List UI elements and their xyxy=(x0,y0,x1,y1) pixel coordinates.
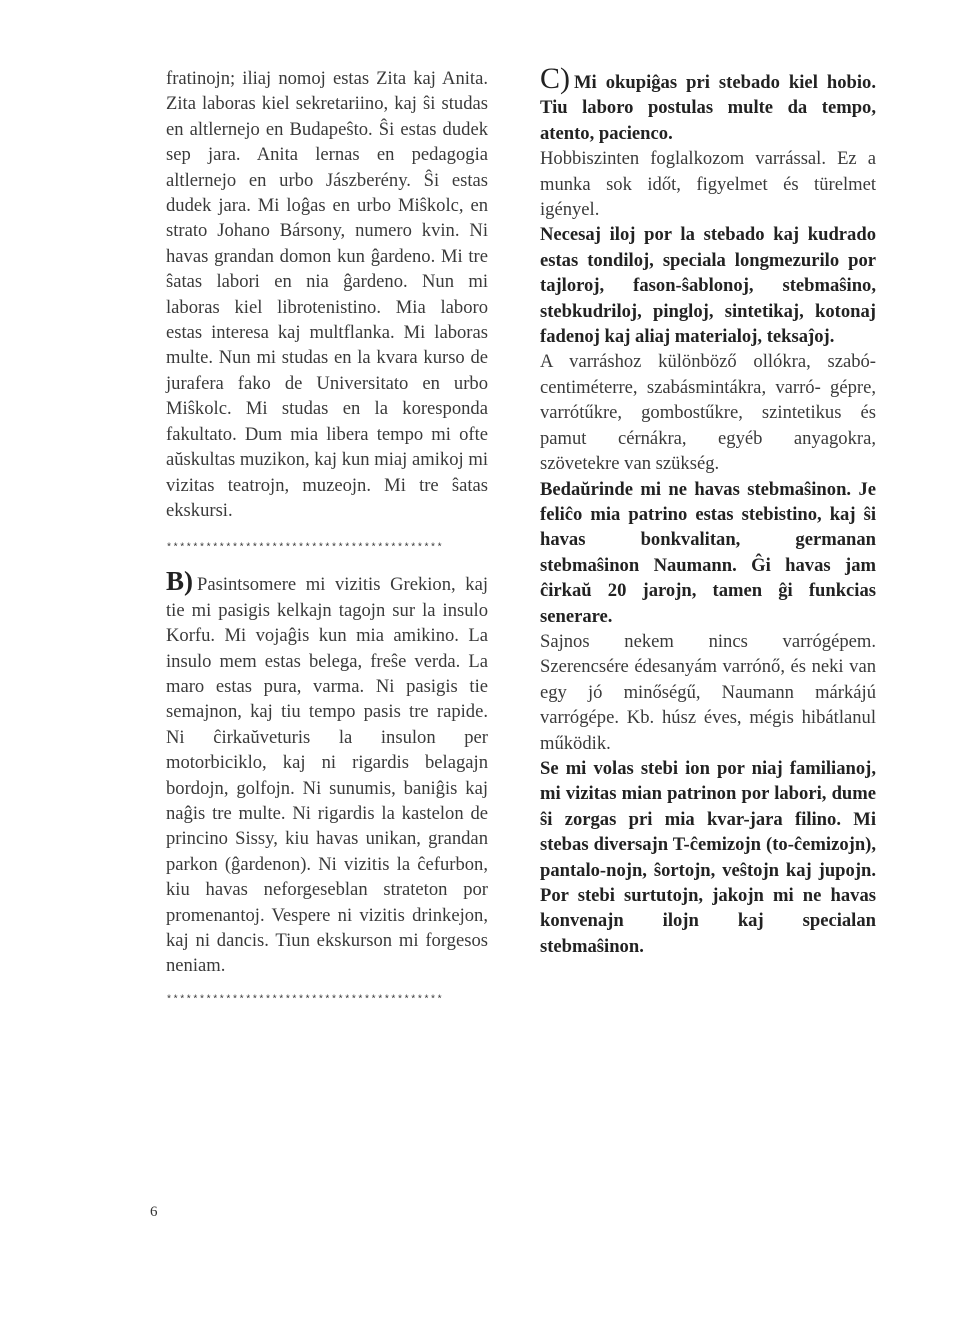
esperanto-paragraph-4: Se mi volas stebi ion por niaj familianoj, mi vizitas mian patrinon por labori, dume ŝi zorgas pri mia kvar-jara filino. Mi stebas diversajn T-ĉemizojn (to-ĉemizojn), pantalo-nojn, ŝortojn, veŝtojn kaj jupojn. Por stebi surtutojn, jakojn mi ne havas konvenajn ilojn kaj specialan stebmaŝinon. xyxy=(540,757,876,957)
hungarian-paragraph-3: Sajnos nekem nincs varrógépem. Szerencsére édesanyám varrónő, és neki van egy jó minőségű, Naumann márkájú varrógépe. Kb. húsz éves, mégis hibátlanul működik. xyxy=(540,630,876,754)
intro-paragraph: fratinojn; iliaj nomoj estas Zita kaj Anita. Zita laboras kiel sekretariino, kaj ŝi studas en altlernejo en Budapeŝto. Ŝi estas dudek sep jara. Anita lernas en pedagogia altlernejo en urbo Jászberény. Ŝi estas dudek jara. Mi loĝas en urbo Miŝkolc, en strato Johano Bársony, numero kvin. Ni havas grandan domon kun ĝardeno. Mi tre ŝatas labori en nia ĝardeno. Nun mi laboras kiel librotenistino. Mia laboro estas interesa kaj multflanka. Mi laboras multe. Nun mi studas en la kvara kurso de jurafera fako de Universitato en urbo Miŝkolc. Mi studas en la koresponda fakultato. Dum mia libera tempo mi ofte aŭskultas muzikon, kaj kun miaj amikoj mi vizitas teatrojn, muzeojn. Mi tre ŝatas ekskursi. xyxy=(166,68,488,521)
esperanto-paragraph-3: Bedaŭrinde mi ne havas stebmaŝinon. Je feliĉo mia patrino estas stebistino, kaj ŝi havas bonkvalitan, germanan stebmaŝinon Naumann. Ĝi havas jam ĉirkaŭ 20 jarojn, tamen ĝi funkcias senerare. xyxy=(540,478,876,627)
section-b-text: Pasintsomere mi vizitis Grekion, kaj tie mi pasigis kelkajn tagojn sur la insulo Korfu. Mi vojaĝis kun mia amikino. La insulo mem estas belega, freŝe verda. La maro estas pura, varma. Ni pasigis tie semajnon, kaj tiu tempo pasis tre rapide. Ni ĉirkaŭveturis la insulon per motorbiciklo, kaj ni rigardis belagajn bordojn, golfojn. Ni sunumis, baniĝis kaj naĝis tre multe. Ni rigardis la kastelon de princino Sissy, kiu havas unikan, grandan parkon (ĝardenon). Ni vizitis la ĉefurbon, kiu havas neforgeseblan strateton por promenantoj. Vespere ni vizitis drinkejon, kaj ni dancis. Tiun ekskurson mi forgesos neniam. xyxy=(166,574,488,977)
section-b-letter: B) xyxy=(166,566,193,597)
section-c-question: Mi okupiĝas pri stebado kiel hobio. Tiu laboro postulas multe da tempo, atento, pacienco. xyxy=(540,72,876,144)
left-column xyxy=(166,66,488,1009)
separator-line-bottom: ****************************************** xyxy=(166,994,444,1006)
right-column xyxy=(540,62,876,959)
separator-line: ****************************************** xyxy=(166,543,444,555)
section-c-paragraph xyxy=(540,62,876,146)
section-b-paragraph xyxy=(166,566,488,979)
section-c-letter: C) xyxy=(540,62,570,95)
hungarian-paragraph-1: Hobbiszinten foglalkozom varrással. Ez a munka sok időt, figyelmet és türelmet igényel. xyxy=(540,148,876,221)
page-number: 6 xyxy=(150,1204,158,1220)
esperanto-paragraph-2: Necesaj iloj por la stebado kaj kudrado estas tondiloj, speciala longmezurilo por tajloroj, fason-ŝablonoj, stebmaŝino, stebkudriloj, pingloj, sintetikaj, kotonaj fadenoj kaj aliaj materialoj, teksaĵoj. xyxy=(540,224,876,348)
hungarian-paragraph-2: A varráshoz különböző ollókra, szabó-centiméterre, szabásmintákra, varró- gépre, varrótűkre, gombostűkre, szintetikus és pamut cérnákra, egyéb anyagokra, szövetekre van szükség. xyxy=(540,351,876,475)
